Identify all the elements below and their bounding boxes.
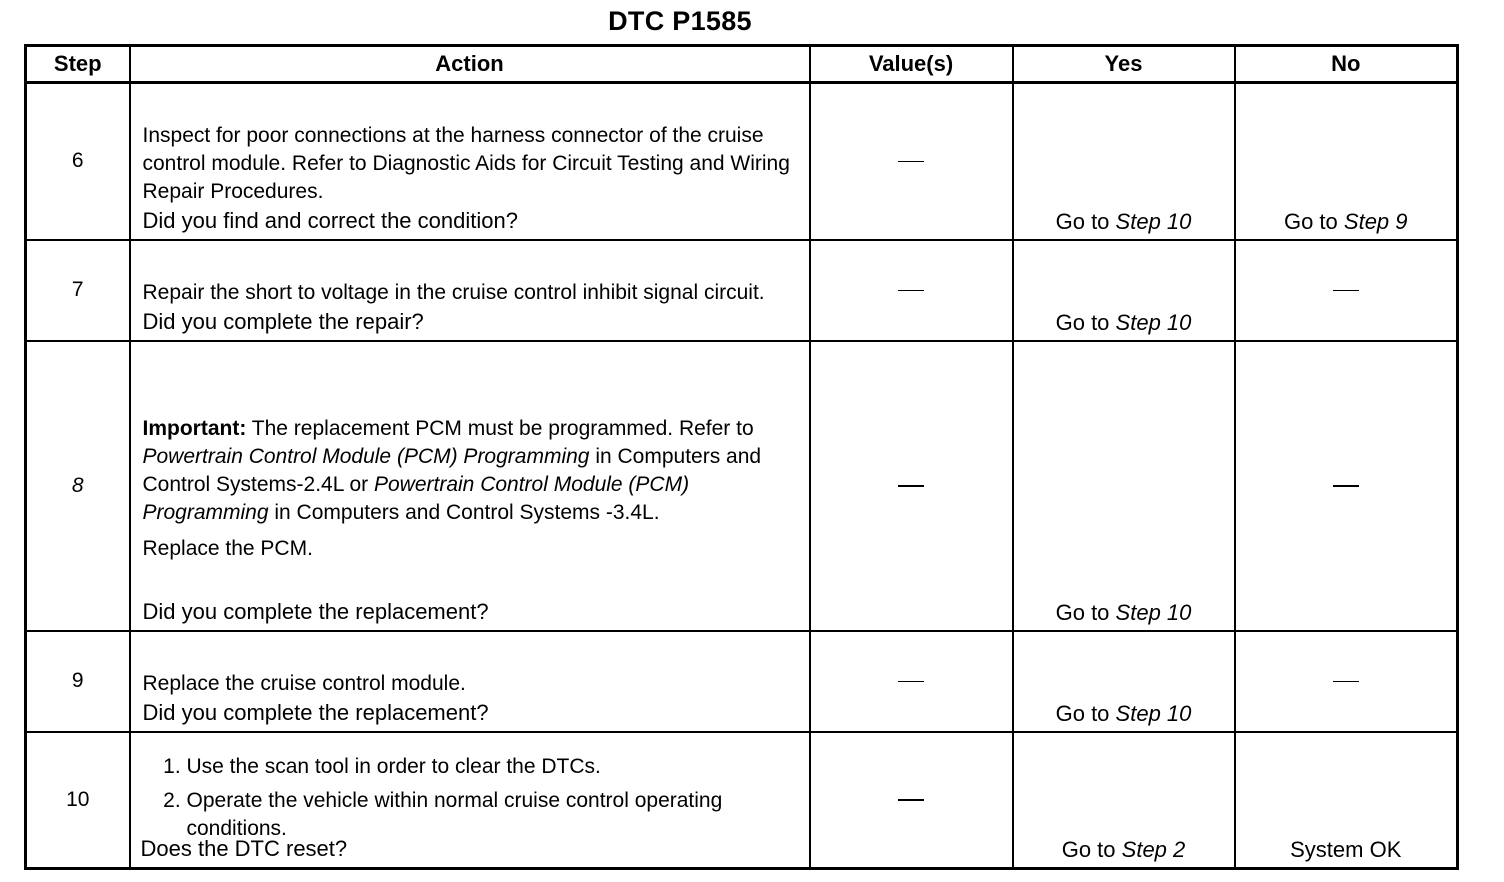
yes-cell — [1013, 732, 1235, 869]
action-question: Did you complete the replacement? — [142, 598, 489, 624]
value-cell — [810, 631, 1013, 732]
step-number: 9 — [26, 631, 130, 732]
column-header-value: Value(s) — [810, 46, 1013, 83]
no-cell — [1235, 732, 1458, 869]
yes-goto: Go to Step 2 — [1061, 837, 1186, 862]
table-row — [26, 240, 1458, 341]
action-question: Does the DTC reset? — [140, 836, 348, 861]
no-value-dash — [898, 681, 924, 683]
no-cell — [1235, 631, 1458, 732]
list-item: 1. Use the scan tool in order to clear the DTCs. — [187, 753, 799, 781]
no-cell — [1235, 240, 1458, 341]
no-cell — [1235, 83, 1458, 240]
no-value-dash — [898, 799, 924, 801]
action-question: Did you complete the replacement? — [142, 699, 489, 725]
yes-cell — [1013, 631, 1235, 732]
step-number: 6 — [26, 83, 130, 240]
yes-step-ref: Step 2 — [1121, 837, 1186, 862]
column-header-action: Action — [130, 46, 810, 83]
column-header-no: No — [1235, 46, 1458, 83]
no-cell — [1235, 341, 1458, 631]
yes-step-ref: Step 10 — [1115, 309, 1192, 335]
reference-link-pcm-programming: Powertrain Control Module (PCM) Programming — [142, 472, 690, 524]
no-value-dash — [1333, 485, 1359, 487]
diagnostic-table — [24, 44, 1459, 870]
action-cell — [130, 631, 810, 732]
no-value-dash — [1333, 290, 1359, 292]
table-row — [26, 83, 1458, 240]
important-label: Important: — [142, 416, 247, 440]
no-step-ref: Step 9 — [1343, 208, 1408, 234]
important-note: Important: The replacement PCM must be programmed. Refer to Powertrain Control Module (PCM) Programming in Computers and Control Systems-2.4L or Powertrain Control Module (PCM) Programming in Computers and Control Systems -3.4L. — [142, 416, 762, 524]
no-goto: Go to Step 9 — [1283, 208, 1408, 234]
action-question: Did you find and correct the condition? — [142, 207, 518, 233]
action-cell — [130, 240, 810, 341]
action-cell — [130, 732, 810, 869]
list-item: 2. Operate the vehicle within normal cruise control operating conditions. — [187, 787, 799, 843]
step-number: 10 — [26, 732, 130, 869]
value-cell — [810, 341, 1013, 631]
column-header-step: Step — [26, 46, 130, 83]
procedure-list — [131, 753, 799, 843]
action-cell — [130, 83, 810, 240]
value-cell — [810, 240, 1013, 341]
step-number: 7 — [26, 240, 130, 341]
no-value-dash — [898, 161, 924, 163]
table-row — [26, 631, 1458, 732]
no-value-dash — [1333, 681, 1359, 683]
document-title: DTC P1585 — [608, 6, 752, 36]
action-cell — [130, 341, 810, 631]
step-number: 8 — [26, 341, 130, 631]
yes-goto: Go to Step 10 — [1055, 599, 1192, 625]
yes-goto: Go to Step 10 — [1055, 208, 1192, 234]
no-value-dash — [898, 290, 924, 292]
yes-step-ref: Step 10 — [1115, 700, 1192, 726]
reference-link-pcm-programming: Powertrain Control Module (PCM) Programming — [142, 444, 590, 468]
column-header-yes: Yes — [1013, 46, 1235, 83]
yes-step-ref: Step 10 — [1115, 599, 1192, 625]
no-value-dash — [898, 485, 924, 487]
yes-cell — [1013, 240, 1235, 341]
action-question: Did you complete the repair? — [142, 308, 424, 334]
yes-step-ref: Step 10 — [1115, 208, 1192, 234]
header-row — [26, 46, 1458, 83]
action-text: Replace the PCM. — [142, 536, 313, 560]
yes-cell — [1013, 83, 1235, 240]
value-cell — [810, 732, 1013, 869]
yes-cell — [1013, 341, 1235, 631]
no-result: System OK — [1290, 837, 1402, 862]
yes-goto: Go to Step 10 — [1055, 309, 1192, 335]
yes-goto: Go to Step 10 — [1055, 700, 1192, 726]
action-text: Repair the short to voltage in the cruise control inhibit signal circuit. — [142, 281, 765, 304]
value-cell — [810, 83, 1013, 240]
action-text: Replace the cruise control module. — [142, 672, 466, 695]
table-row — [26, 732, 1458, 869]
action-text: Inspect for poor connections at the harness connector of the cruise control module. Refer to Diagnostic Aids for Circuit Testing and Wiring Repair Procedures. — [142, 124, 790, 204]
table-row — [26, 341, 1458, 631]
